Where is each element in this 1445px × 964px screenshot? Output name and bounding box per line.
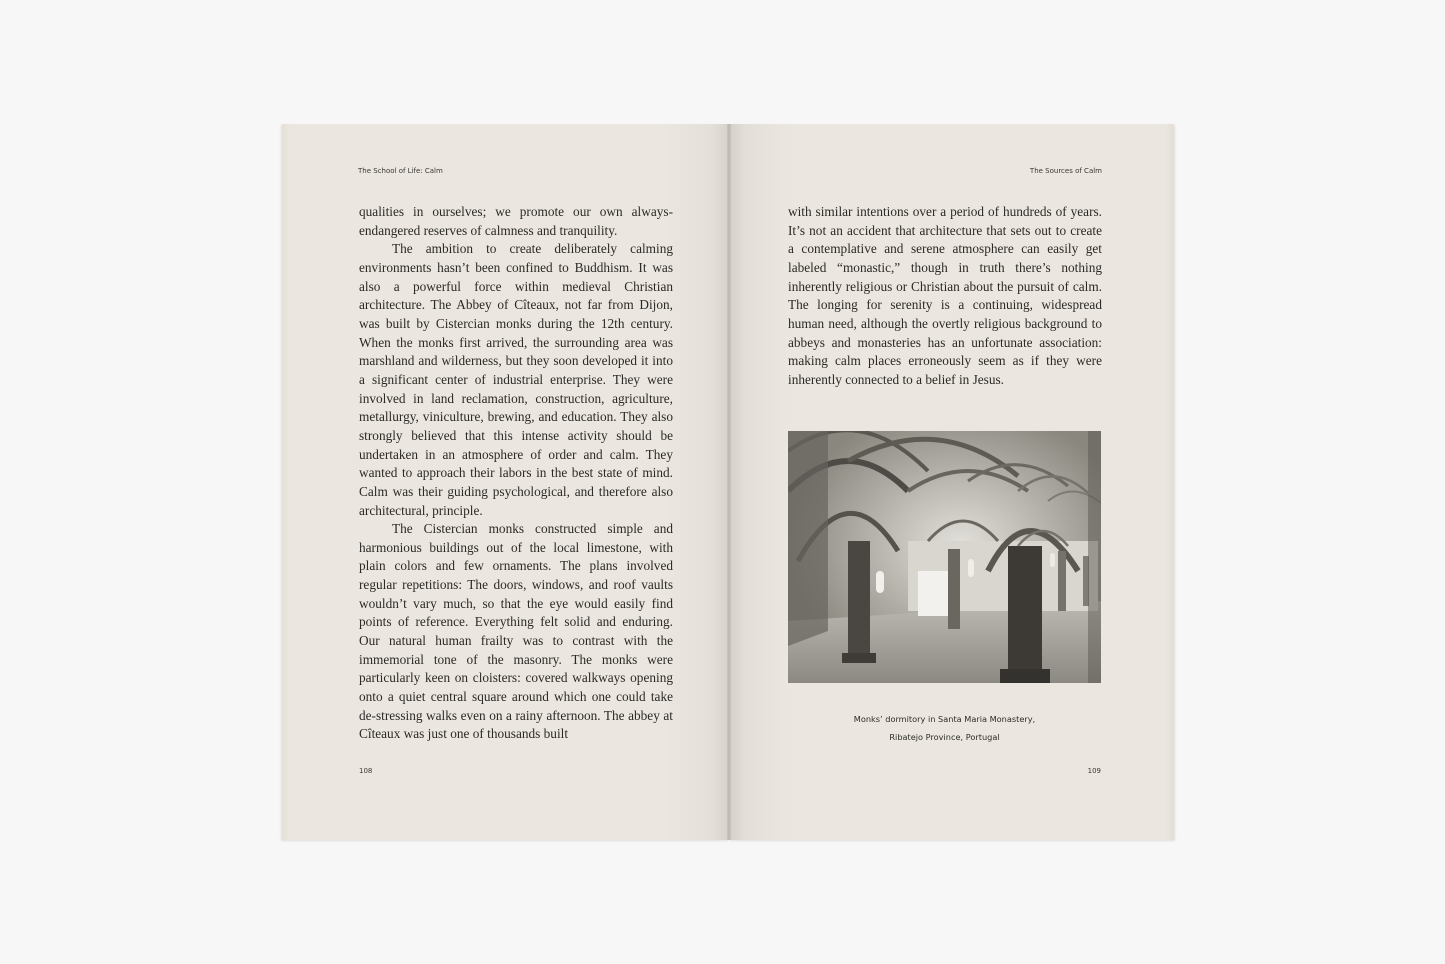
left-paragraph-2: The ambition to create deliberately calming environments hasn’t been confined to Buddhism. It was also a powerful force within medieval Christian architecture. The Abbey of Cîteaux, not far from Dijon, was built by Cistercian monks during the 12th century. When the monks first arrived, the surrounding area was marshland and wilderness, but they soon developed it into a significant center of industrial enterprise. They were involved in land reclamation, construction, agriculture, metallurgy, viniculture, brewing, and education. They also strongly believed that this intense activity should be undertaken in an atmosphere of order and calm. They wanted to approach their labors in the best state of mind. Calm was their guiding psychological, and therefore also architectural, principle. [359, 241, 673, 518]
left-running-head: The School of Life: Calm [358, 167, 443, 175]
right-page-number: 109 [1087, 767, 1101, 775]
open-book [282, 124, 1174, 844]
monastery-photo [788, 431, 1101, 683]
right-paragraph-1: with similar intentions over a period of hundreds of years. It’s not an accident that architecture that sets out to create a contemplative and serene atmosphere can easily get labeled “monastic,” though in truth there’s nothing inherently religious or Christian about the pursuit of calm. The longing for serenity is a continuing, widespread human need, although the overtly religious background to abbeys and monasteries has an unfortunate association: making calm places erroneously seem as if they were inherently connected to a belief in Jesus. [788, 204, 1102, 387]
left-paragraph-1: qualities in ourselves; we promote our own always-endangered reserves of calmness and tranquility. [359, 204, 673, 238]
right-page [729, 124, 1174, 840]
caption-line-1: Monks’ dormitory in Santa Maria Monastery, [853, 714, 1036, 724]
left-page-number: 108 [359, 767, 373, 775]
book-gutter [727, 124, 731, 840]
left-body-text [359, 203, 673, 744]
right-body-text [788, 203, 1102, 390]
photo-caption [788, 710, 1101, 746]
left-page [282, 124, 729, 840]
caption-line-2: Ribatejo Province, Portugal [889, 732, 1000, 742]
right-running-head: The Sources of Calm [1029, 167, 1102, 175]
left-paragraph-3: The Cistercian monks constructed simple and harmonious buildings out of the local limestone, with plain colors and few ornaments. The plans involved regular repetitions: The doors, windows, and roof vaults wouldn’t vary much, so that the eye would easily find points of reference. Everything felt solid and enduring. Our natural human frailty was to contrast with the immemorial tone of the masonry. The monks were particularly keen on cloisters: covered walkways opening onto a quiet central square around which one could take de-stressing walks even on a rainy afternoon. The abbey at Cîteaux was just one of thousands built [359, 521, 673, 742]
